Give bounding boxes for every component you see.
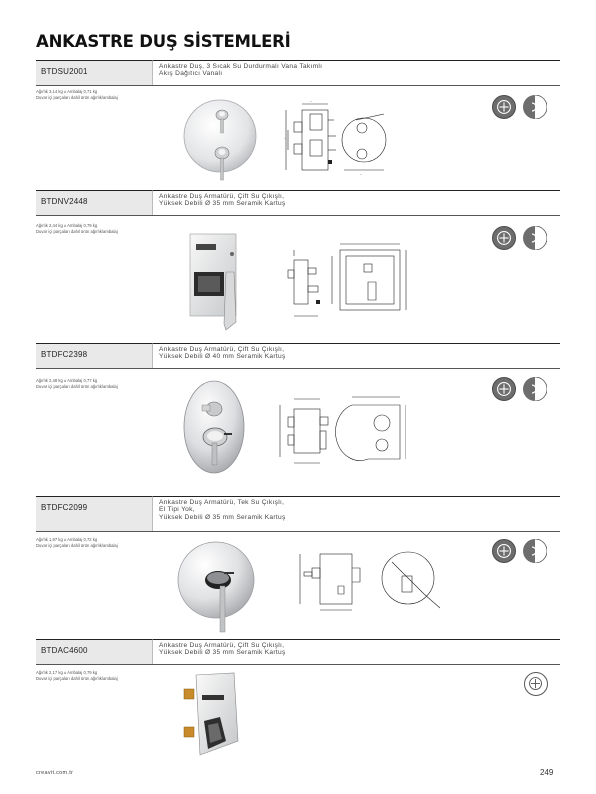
divider [36, 664, 560, 665]
technical-drawing [276, 391, 406, 471]
spec-note: Duvar içi parçaları dahil ürün ağırlık/ambalaj [36, 384, 118, 389]
ceramic-cartridge-icon [492, 95, 516, 119]
thermostatic-icon [523, 377, 547, 401]
description-line: Ankastre Duş Armatürü, Tek Su Çıkışlı, [159, 499, 285, 506]
spec-weight: Ağırlık 2,48 kg ± Ambalaj 0,77 kg [36, 378, 98, 383]
product-code: BTDSU2001 [36, 60, 152, 85]
description-line: Ankastre Duş Armatürü, Çift Su Çıkışlı, [159, 193, 285, 200]
spec-note: Duvar içi parçaları dahil ürün ağırlık/ambalaj [36, 543, 118, 548]
description-line: Yüksek Debili Ø 40 mm Seramik Kartuş [159, 353, 286, 361]
spec-weight: Ağırlık 1,97 kg ± Ambalaj 0,72 kg [36, 537, 98, 542]
ceramic-cartridge-icon [524, 672, 548, 696]
spec-note: Duvar içi parçaları dahil ürün ağırlık/ambalaj [36, 229, 118, 234]
shower-mixer-image [176, 540, 256, 636]
description-line: Yüksek Debili Ø 35 mm Seramik Kartuş [159, 649, 286, 657]
svg-text:··: ·· [284, 137, 287, 141]
product-code: BTDFC2099 [36, 496, 152, 531]
thermostatic-icon [523, 539, 547, 563]
divider [36, 368, 560, 369]
description-line: El Tipi Yok, [159, 506, 195, 514]
description-line: Ankastre Duş Armatürü, Çift Su Çıkışlı, [159, 642, 285, 649]
product-section-5 [36, 639, 560, 763]
technical-drawing [284, 240, 444, 324]
description-line: Yüksek Debili Ø 35 mm Seramik Kartuş [159, 513, 286, 521]
spec-weight: Ağırlık 2,17 kg ± Ambalaj 0,79 kg [36, 670, 98, 675]
page-number: 249 [540, 768, 554, 777]
description-line: Ankastre Duş Armatürü, Çift Su Çıkışlı, [159, 346, 285, 353]
page-title: ANKASTRE DUŞ SİSTEMLERİ [36, 32, 291, 51]
product-header [36, 639, 560, 664]
product-section-1 [36, 60, 560, 190]
ceramic-cartridge-icon [492, 377, 516, 401]
shower-mixer-image [180, 94, 260, 194]
description-line: Ankastre Duş, 3 Sıcak Su Durdurmalı Vana Takımlı [159, 63, 323, 70]
shower-mixer-image [186, 232, 246, 334]
description-line: Yüksek Debili Ø 35 mm Seramik Kartuş [159, 200, 286, 208]
technical-drawing [284, 100, 400, 180]
product-code: BTDFC2398 [36, 343, 152, 368]
shower-mixer-image [178, 379, 252, 479]
ceramic-cartridge-icon [492, 539, 516, 563]
product-header [36, 60, 560, 85]
product-description [152, 496, 560, 531]
product-description [152, 60, 560, 85]
thermostatic-icon [523, 95, 547, 119]
product-description [152, 639, 560, 664]
product-section-3 [36, 343, 560, 493]
product-description [152, 190, 560, 215]
technical-drawing [298, 546, 458, 624]
product-header [36, 190, 560, 215]
product-code: BTDAC4600 [36, 639, 152, 664]
product-section-2 [36, 190, 560, 340]
product-section-4 [36, 496, 560, 640]
svg-text:··: ·· [360, 173, 363, 177]
svg-text:··: ·· [310, 100, 313, 104]
product-description [152, 343, 560, 368]
divider [36, 215, 560, 216]
spec-note: Duvar içi parçaları dahil ürün ağırlık/ambalaj [36, 95, 118, 100]
footer-url: creavit.com.tr [36, 770, 74, 776]
product-code: BTDNV2448 [36, 190, 152, 215]
divider [36, 531, 560, 532]
product-header [36, 496, 560, 531]
spec-weight: Ağırlık 3,14 kg ± Ambalaj 0,71 kg [36, 89, 98, 94]
ceramic-cartridge-icon [492, 226, 516, 250]
product-header [36, 343, 560, 368]
divider [36, 85, 560, 86]
shower-mixer-image [180, 671, 242, 761]
thermostatic-icon [523, 226, 547, 250]
spec-weight: Ağırlık 2,44 kg ± Ambalaj 0,79 kg [36, 223, 98, 228]
spec-note: Duvar içi parçaları dahil ürün ağırlık/ambalaj [36, 676, 118, 681]
description-line: Akış Dağıtıcı Vanalı [159, 70, 223, 78]
